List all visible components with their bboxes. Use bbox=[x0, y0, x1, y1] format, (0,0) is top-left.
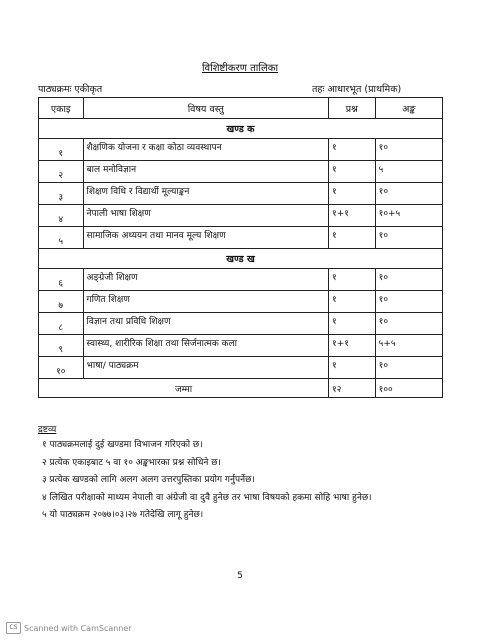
table-row bbox=[39, 161, 443, 183]
header-questions: प्रश्न bbox=[329, 98, 376, 119]
unit-marks: १० bbox=[375, 357, 442, 379]
unit-number: ६ bbox=[39, 269, 84, 291]
table-row bbox=[39, 313, 443, 335]
unit-questions: १ bbox=[329, 227, 376, 249]
table-row bbox=[39, 227, 443, 249]
unit-marks: १०+५ bbox=[375, 205, 442, 227]
unit-number: २ bbox=[39, 161, 84, 183]
unit-marks: १० bbox=[375, 313, 442, 335]
section-row bbox=[39, 119, 443, 139]
unit-subject: स्वास्थ्य, शारीरिक शिक्षा तथा सिर्जनात्मक कला bbox=[83, 335, 329, 357]
level-label: तहः आधारभूत (प्राथमिक) bbox=[312, 84, 402, 95]
unit-number: ५ bbox=[39, 227, 84, 249]
note-item: ३ प्रत्येक खण्डको लागि अलग अलग उत्तरपुस्तिका प्रयोग गर्नुपर्नेछ। bbox=[42, 475, 255, 485]
unit-number: ३ bbox=[39, 183, 84, 205]
unit-subject: शिक्षण विधि र विद्यार्थी मूल्याङ्कन bbox=[83, 183, 329, 205]
unit-subject: भाषा/ पाठ्यक्रम bbox=[83, 357, 329, 379]
unit-number: ८ bbox=[39, 313, 84, 335]
unit-marks: ५ bbox=[375, 161, 442, 183]
unit-marks: १० bbox=[375, 227, 442, 249]
unit-subject: शैक्षणिक योजना र कक्षा कोठा व्यवस्थापन bbox=[83, 139, 329, 161]
section-row bbox=[39, 249, 443, 269]
page-number: 5 bbox=[237, 571, 243, 581]
unit-questions: १ bbox=[329, 357, 376, 379]
unit-questions: १ bbox=[329, 139, 376, 161]
header-marks: अङ्क bbox=[375, 98, 442, 119]
total-row bbox=[39, 379, 443, 398]
unit-marks: १० bbox=[375, 139, 442, 161]
unit-subject: अङ्ग्रेजी शिक्षण bbox=[83, 269, 329, 291]
page-title: विशिष्टीकरण तालिका bbox=[201, 63, 279, 74]
unit-subject: गणित शिक्षण bbox=[83, 291, 329, 313]
specification-table bbox=[38, 97, 443, 398]
unit-marks: १० bbox=[375, 183, 442, 205]
note-item: २ प्रत्येक एकाइबाट ५ वा १० अङ्कभारका प्रश्न सोधिने छ। bbox=[42, 457, 221, 468]
camscanner-logo-icon: CS bbox=[6, 622, 21, 634]
header-unit: एकाइ bbox=[39, 98, 84, 119]
unit-number: ९ bbox=[39, 335, 84, 357]
unit-questions: १ bbox=[329, 313, 376, 335]
unit-subject: विज्ञान तथा प्रविधि शिक्षण bbox=[83, 313, 329, 335]
unit-subject: नेपाली भाषा शिक्षण bbox=[83, 205, 329, 227]
unit-number: ४ bbox=[39, 205, 84, 227]
unit-marks: १० bbox=[375, 291, 442, 313]
unit-marks: १० bbox=[375, 269, 442, 291]
section-title: खण्ड क bbox=[39, 119, 443, 139]
notes-list bbox=[42, 437, 372, 525]
unit-questions: १+१ bbox=[329, 335, 376, 357]
total-label: जम्मा bbox=[39, 379, 329, 398]
table-header-row bbox=[39, 98, 443, 119]
notes-heading: द्रष्टव्य bbox=[38, 425, 57, 435]
total-questions: १२ bbox=[329, 379, 376, 398]
unit-number: १० bbox=[39, 357, 84, 379]
table-row bbox=[39, 139, 443, 161]
table-row bbox=[39, 335, 443, 357]
table-row bbox=[39, 291, 443, 313]
unit-questions: १ bbox=[329, 269, 376, 291]
watermark-text: Scanned with CamScanner bbox=[24, 623, 132, 633]
note-item: ५ यो पाठ्यक्रम २०७७।०३।२७ गतेदेखि लागू हुनेछ। bbox=[42, 510, 204, 520]
note-item: १ पाठ्यक्रमलाई दुई खण्डमा विभाजन गरिएको छ। bbox=[42, 440, 203, 450]
scanner-watermark bbox=[6, 622, 132, 634]
unit-questions: १ bbox=[329, 161, 376, 183]
table-row bbox=[39, 357, 443, 379]
unit-subject: बाल मनोविज्ञान bbox=[83, 161, 329, 183]
note-item: ४ लिखित परीक्षाको माध्यम नेपाली वा अंग्रेजी वा दुवै हुनेछ तर भाषा विषयको हकमा सोहि भाषा हुनेछ। bbox=[42, 492, 372, 503]
subject-label: पाठ्यक्रमः एकीकृत bbox=[38, 84, 103, 95]
unit-number: १ bbox=[39, 139, 84, 161]
unit-questions: १ bbox=[329, 183, 376, 205]
unit-marks: ५+५ bbox=[375, 335, 442, 357]
total-marks: १०० bbox=[375, 379, 442, 398]
unit-number: ७ bbox=[39, 291, 84, 313]
table-row bbox=[39, 183, 443, 205]
header-subject: विषय वस्तु bbox=[83, 98, 329, 119]
unit-questions: १+१ bbox=[329, 205, 376, 227]
unit-questions: १ bbox=[329, 291, 376, 313]
section-title: खण्ड ख bbox=[39, 249, 443, 269]
table-row bbox=[39, 269, 443, 291]
table-row bbox=[39, 205, 443, 227]
unit-subject: सामाजिक अध्ययन तथा मानव मूल्य शिक्षण bbox=[83, 227, 329, 249]
